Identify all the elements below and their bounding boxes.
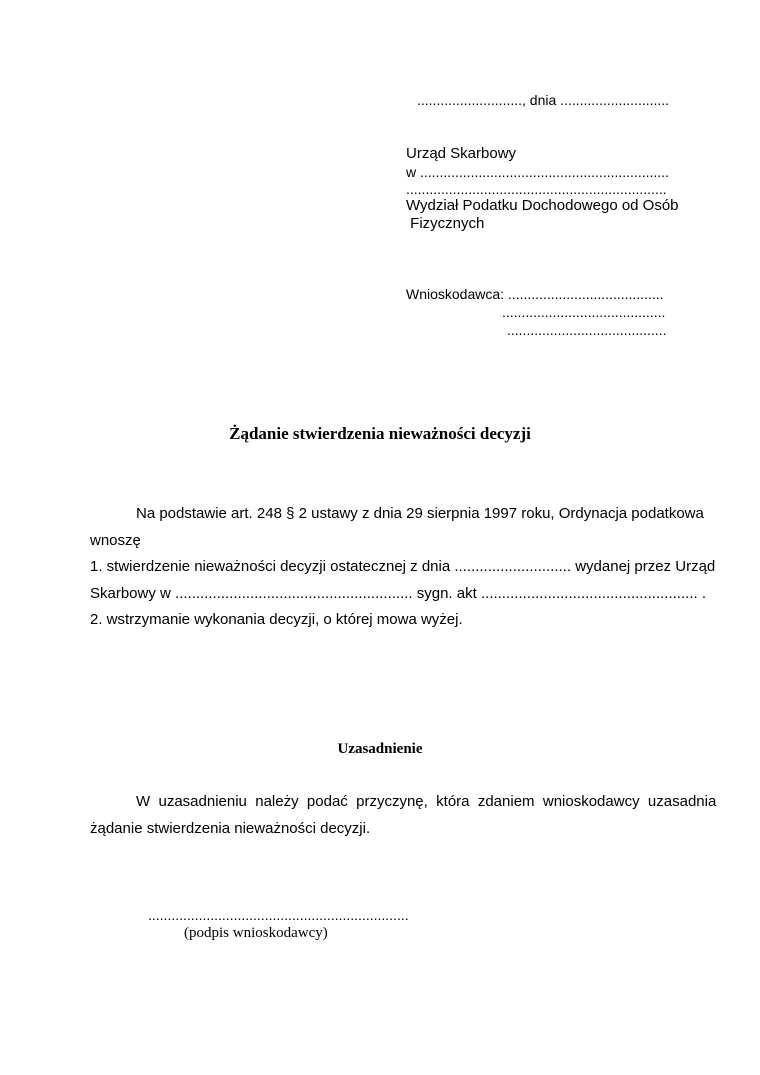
addressee-city-line: w ................................................................ xyxy=(406,164,669,180)
place-date-line: ..........................., dnia ............................ xyxy=(417,92,670,108)
applicant-address-line-2: ......................................... xyxy=(507,322,667,338)
request-item-2: 2. wstrzymanie wykonania decyzji, o której mowa wyżej. xyxy=(90,611,463,628)
addressee-department-cont: Fizycznych xyxy=(406,215,485,232)
signature-caption: (podpis wnioskodawcy) xyxy=(184,925,328,941)
body-paragraph-line1: Na podstawie art. 248 § 2 ustawy z dnia 29 sierpnia 1997 roku, Ordynacja podatkowa xyxy=(136,505,704,522)
addressee-address-line: ................................................................... xyxy=(406,181,667,197)
applicant-address-line: .......................................... xyxy=(502,304,666,320)
applicant-label-line: Wnioskodawca: ........................................ xyxy=(406,286,664,302)
justification-line1: W uzasadnieniu należy podać przyczynę, która zdaniem wnioskodawcy uzasadnia xyxy=(136,793,717,810)
request-item-1-cont: Skarbowy w ......................................................... sygn. akt .................................................... . xyxy=(90,585,706,602)
body-paragraph-line2: wnoszę xyxy=(90,532,141,549)
document-title: Żądanie stwierdzenia nieważności decyzji xyxy=(229,424,531,443)
justification-line2: żądanie stwierdzenia nieważności decyzji. xyxy=(90,820,371,837)
justification-heading: Uzasadnienie xyxy=(337,741,423,757)
addressee-department: Wydział Podatku Dochodowego od Osób xyxy=(406,197,679,214)
addressee-office: Urząd Skarbowy xyxy=(406,145,517,162)
signature-line: ................................................................... xyxy=(148,907,409,923)
request-item-1: 1. stwierdzenie nieważności decyzji ostatecznej z dnia ............................ wydanej przez Urząd xyxy=(90,558,716,575)
